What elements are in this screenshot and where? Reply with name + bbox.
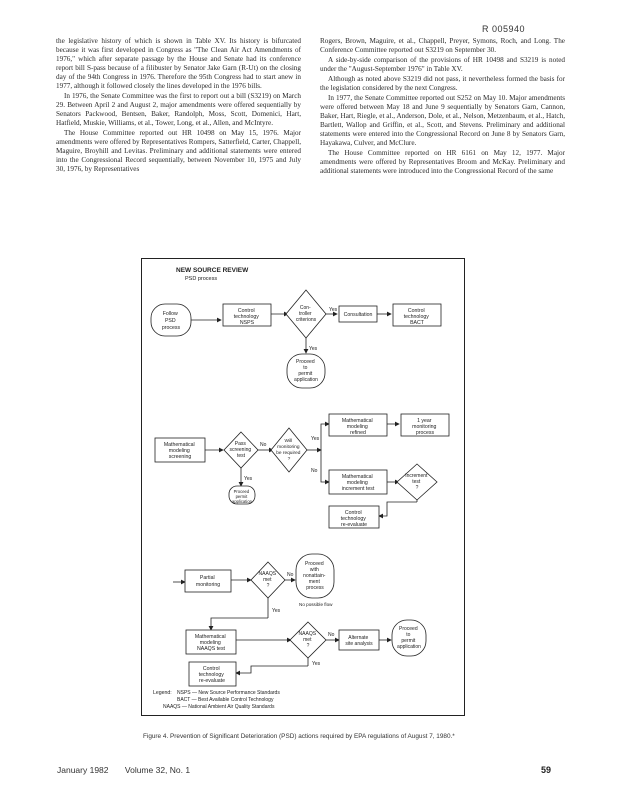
edge-label-no-4: No — [328, 632, 335, 638]
edge-label-no-3: No — [287, 572, 294, 578]
edge-label-yes-1: Yes — [329, 307, 338, 313]
left-paragraph-2: In 1976, the Senate Committee was the first to report out a bill (S3219) on March 29. Between April 2 and August 2, major amendments were offered sequentially by Senators Packwood, Bentsen, Baker, Randolph, Moss, Scott, Domenici, Hart, Hatfield, Muskie, Williams, et al., Tower, Long, et al., Allen, and McIntyre. — [56, 92, 301, 127]
right-column — [320, 37, 565, 177]
node-consultation-label: Consultation — [343, 312, 373, 318]
node-will-monitoring-label: Will monitoring be required ? — [276, 439, 301, 462]
node-math-screening-label: Mathematical modeling screening — [163, 442, 195, 460]
right-paragraph-2: A side-by-side comparison of the provisions of HR 10498 and S3219 is noted under the "August-September 1976" in Table XV. — [320, 56, 565, 73]
edge-label-no-possible-flow: No possible flow — [299, 602, 333, 607]
node-math-naaqs-label: Mathematical modeling NAAQS test — [194, 634, 226, 652]
edge-label-no-2: No — [311, 468, 318, 474]
legend-title: Legend: — [153, 690, 172, 696]
node-control-reevaluate-label: Control technology re-evaluate — [198, 666, 225, 684]
node-naaqs-met-1-label: NAAQS met ? — [258, 571, 277, 589]
bates-number: R 005940 — [482, 24, 526, 34]
edge-label-yes-3: Yes — [244, 476, 253, 482]
footer-date: January 1982 — [57, 765, 109, 775]
node-math-refined-label: Mathematical modeling refined — [341, 418, 373, 436]
node-alternate-sites-label: Alternate site analysis — [345, 635, 373, 647]
node-naaqs-met-2-label: NAAQS met ? — [298, 631, 317, 649]
node-proceed-permit-1-label: Proceed to permit application — [294, 359, 318, 383]
footer-issue — [57, 765, 204, 775]
left-column — [56, 37, 301, 175]
node-math-refined-increment-label: Mathematical modeling increment test — [341, 474, 375, 492]
legend-naaqs: NAAQS — National Ambient Air Quality Standards — [163, 704, 275, 710]
edge-label-yes-4: Yes — [311, 436, 320, 442]
node-proceed-permit-3-label: Proceed to permit application — [397, 626, 421, 650]
node-partial-monitoring-label: Partial monitoring — [195, 575, 221, 588]
left-paragraph-1: the legislative history of which is shown in Table XV. Its history is bifurcated because it was first developed in Congress as "The Clean Air Act Amendments of 1976," which after separate passage by the House and Senate had its conference report bill S-pass because of a filibuster by Senator Jake Garn (R-Ut) on the closing day of the 94th Congress in 1976. Therefore the 95th Congress had to start anew in 1977, although it followed closely the lines developed in the 1976 bills. — [56, 37, 301, 90]
node-follow-psd-label: Follow PSD process — [161, 311, 181, 331]
footer-volume: Volume 32, No. 1 — [124, 765, 191, 775]
figure-caption: Figure 4. Prevention of Significant Deterioration (PSD) actions required by EPA regulations of August 7, 1980.* — [143, 733, 455, 740]
edge-label-yes-6: Yes — [312, 661, 321, 667]
page-number: 59 — [541, 765, 552, 775]
right-paragraph-3: Although as noted above S3219 did not pass, it nevertheless formed the basis for the legislation considered by the next Congress. — [320, 75, 565, 92]
node-control-tech-bact-label: Control technology BACT — [403, 308, 429, 326]
node-pass-screening-label: Pass screening test — [229, 441, 252, 459]
edge-label-no-1: No — [260, 442, 267, 448]
node-proceed-permit-2-label: Proceed permit application — [231, 489, 253, 504]
right-paragraph-4: In 1977, the Senate Committee reported out S252 on May 10. Major amendments were offered between May 18 and June 9 sequentially by Senators Garn, Cannon, Baker, Hart, Riegle, et al., Anderson, Dole, et al., Nelson, Metzenbaum, et al., Hatch, Bartlett, Wallop and Griffin, et al., Scott, and Stevens. Preliminary and additional statements were entered into the Congressional Record on June 8 by Senators Garn, Hayakawa, Culver, and McClure. — [320, 94, 565, 147]
node-proceed-nonattainment-label: Proceed with nonattain- ment process — [303, 561, 326, 591]
node-one-year-monitoring-label: 1 year monitoring process — [412, 418, 437, 436]
edge-label-yes-5: Yes — [272, 608, 281, 614]
node-controller-criterions-label: Con- troller criterions — [295, 305, 317, 323]
figure-subheader: PSD process — [185, 276, 218, 282]
node-increment-test-label: Increment test ? — [405, 473, 428, 491]
node-partial-monitoring — [185, 570, 231, 592]
node-control-redesign-label: Control technology re-evaluate — [340, 510, 367, 528]
node-control-tech-nsps-label: Control technology NSPS — [233, 308, 259, 326]
right-paragraph-1: Rogers, Brown, Maguire, et al., Chappell, Preyer, Symons, Roch, and Long. The Conference Committee reported out S3219 on September 30. — [320, 37, 565, 54]
legend-bact: BACT — Best Available Control Technology — [177, 697, 274, 703]
right-paragraph-5: The House Committee reported on HR 6161 on May 12, 1977. Major amendments were offered by Representatives Broom and McKay. Preliminary and additional statements were introduced into the Congressional Record of the same — [320, 149, 565, 175]
flowchart-figure — [141, 258, 465, 716]
legend-nsps: NSPS — New Source Performance Standards — [177, 690, 280, 696]
figure-header: NEW SOURCE REVIEW — [176, 267, 249, 274]
edge-label-yes-2: Yes — [309, 346, 318, 352]
left-paragraph-3: The House Committee reported out HR 10498 on May 15, 1976. Major amendments were offered by Representatives Rompers, Satterfield, Carter, Chappell, Maguire, Broyhill and Levitas. Preliminary and additional statements were entered into the Congressional Record sequentially, between November 10, 1975 and July 30, 1976, by Representatives — [56, 129, 301, 173]
